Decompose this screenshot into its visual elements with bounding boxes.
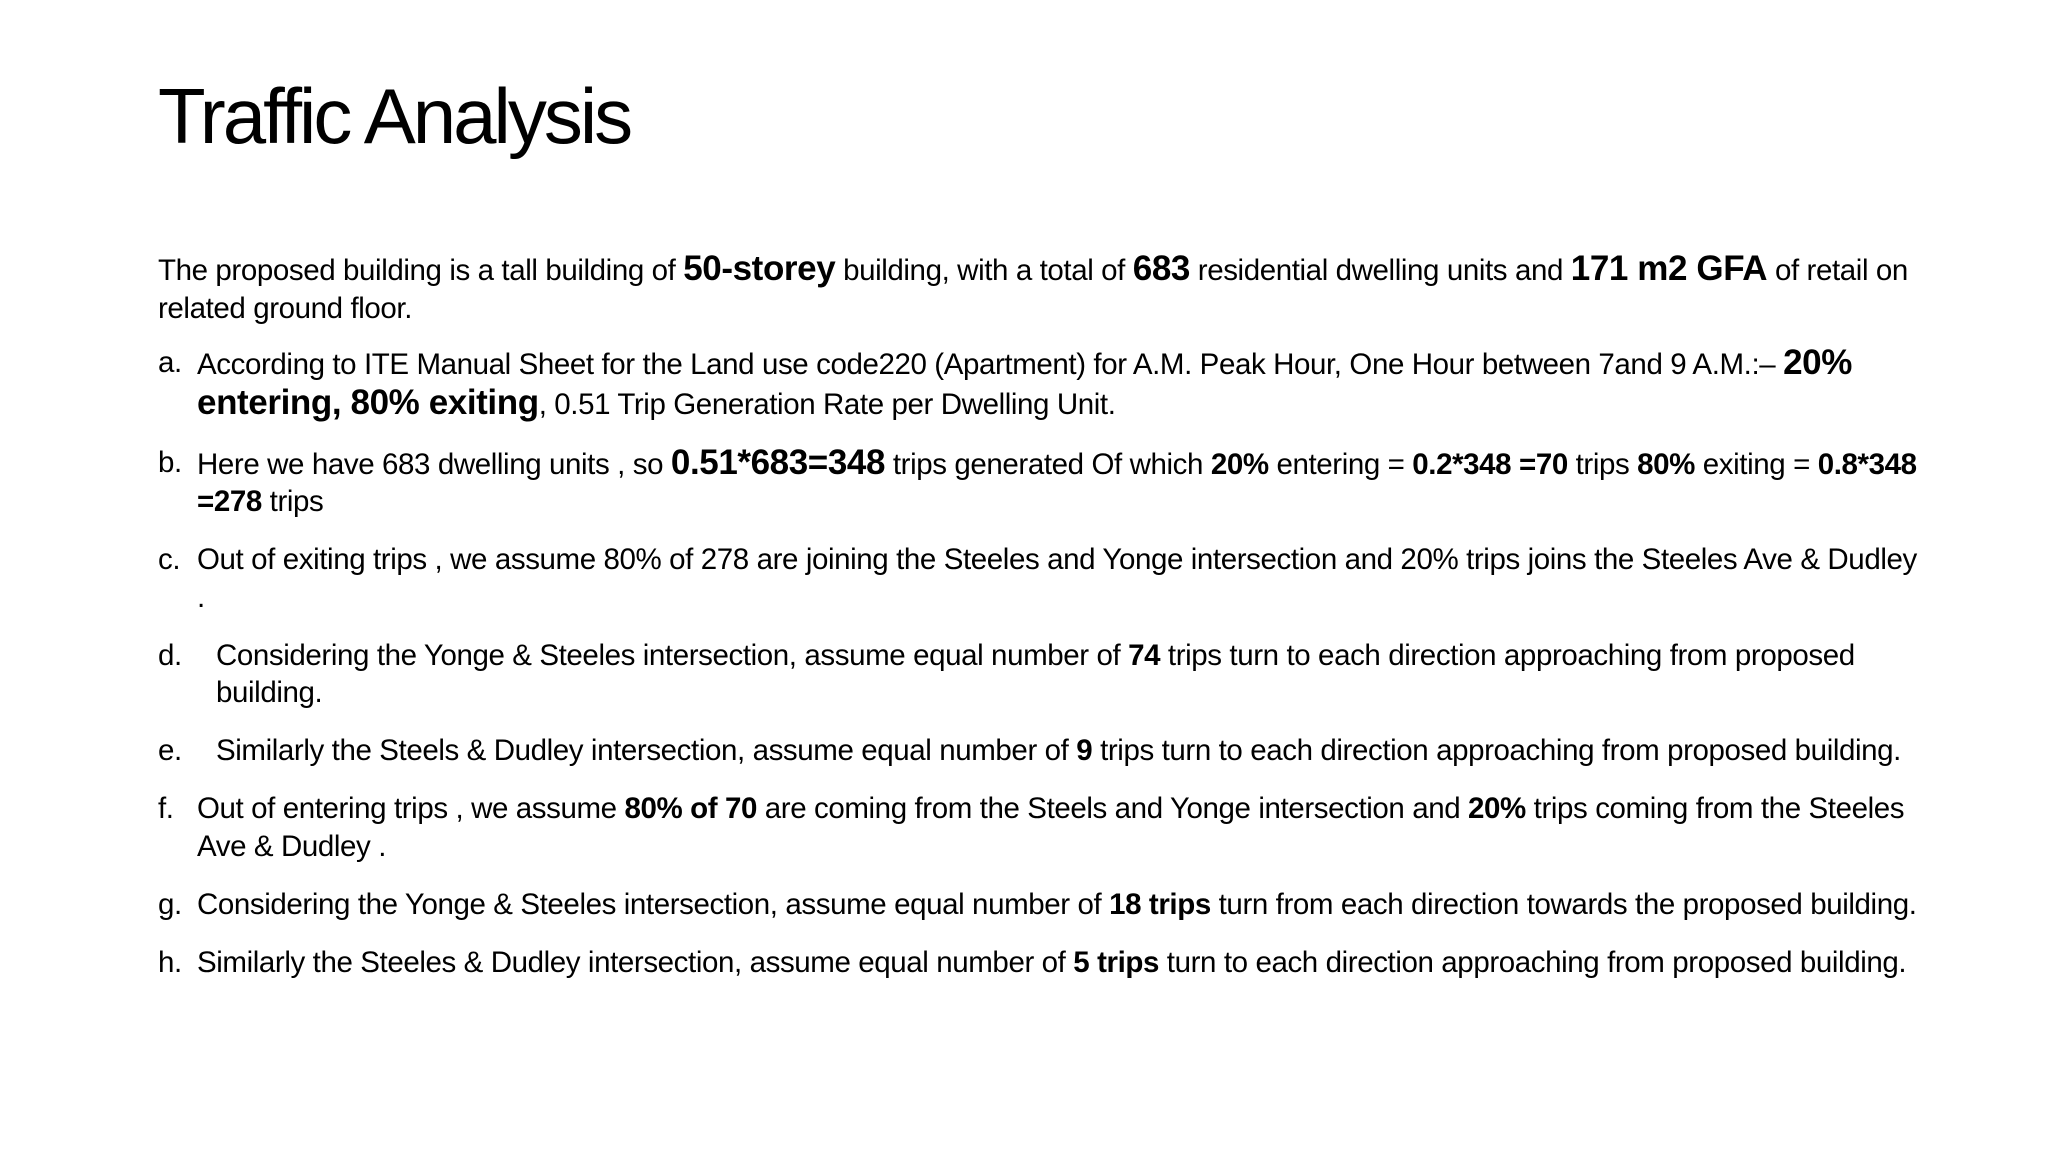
- text-segment: trips: [261, 485, 324, 518]
- list-item-text: [197, 344, 1918, 423]
- intro-segment: residential dwelling units and: [1189, 254, 1571, 287]
- text-segment: Out of entering trips , we assume: [197, 792, 625, 825]
- list-item-text: [216, 637, 1918, 712]
- analysis-list: [158, 344, 1918, 981]
- text-segment: 0.8*348 =278: [197, 447, 1917, 518]
- list-marker: e.: [158, 734, 182, 767]
- intro-segment: The proposed building is a tall building of: [158, 254, 684, 287]
- list-item-text: [197, 444, 1918, 521]
- intro-segment: of retail on related ground floor.: [158, 254, 1908, 325]
- text-segment: 80% of 70: [624, 792, 757, 825]
- text-segment: 20%: [1210, 447, 1269, 481]
- text-segment: entering =: [1268, 447, 1413, 481]
- text-segment: , 0.51 Trip Generation Rate per Dwelling Unit.: [538, 387, 1116, 421]
- text-segment: Considering the Yonge & Steeles intersection, assume equal number of: [197, 887, 1110, 921]
- text-segment: 0.2*348 =70: [1412, 447, 1568, 481]
- text-segment: Out of exiting trips , we assume 80% of 278 are joining the Steeles and Yonge intersection and 20% trips joins the Steeles Ave & Dudley .: [197, 543, 1917, 614]
- list-item: [158, 790, 1918, 865]
- text-segment: 18 trips: [1109, 887, 1211, 921]
- list-item: [158, 444, 1918, 521]
- text-segment: According to ITE Manual Sheet for the Land use code220 (Apartment) for A.M. Peak Hour, One Hour between 7and 9 A.M.:–: [197, 348, 1784, 381]
- text-segment: trips generated Of which: [885, 447, 1211, 481]
- text-segment: 80%: [1637, 447, 1695, 481]
- list-item-text: [197, 886, 1918, 924]
- text-segment: 5 trips: [1073, 945, 1160, 979]
- text-segment: 20% entering, 80% exiting: [197, 343, 1852, 422]
- list-item-text: [216, 732, 1918, 770]
- list-item: [158, 944, 1918, 982]
- intro-paragraph: [158, 250, 1918, 327]
- slide-title: Traffic Analysis: [158, 72, 631, 160]
- text-segment: exiting =: [1695, 447, 1818, 481]
- list-item-text: [197, 790, 1918, 865]
- text-segment: trips turn to each direction approaching from proposed building.: [216, 638, 1855, 709]
- text-segment: turn to each direction approaching from proposed building.: [1159, 945, 1907, 979]
- list-item-text: [197, 944, 1918, 982]
- text-segment: 74: [1128, 638, 1161, 672]
- list-item: [158, 886, 1918, 924]
- intro-segment: 683: [1132, 249, 1190, 288]
- list-marker: h.: [158, 945, 182, 979]
- intro-segment: 50-storey: [683, 249, 836, 288]
- list-item: [158, 732, 1918, 770]
- list-item-text: [197, 541, 1918, 616]
- list-item: [158, 344, 1918, 423]
- text-segment: trips turn to each direction approaching from proposed building.: [1092, 734, 1901, 767]
- text-segment: trips: [1567, 447, 1638, 481]
- list-marker: f.: [158, 792, 174, 825]
- intro-segment: 171 m2 GFA: [1570, 249, 1768, 288]
- list-marker: g.: [158, 887, 182, 921]
- list-item: [158, 541, 1918, 616]
- text-segment: 9: [1076, 734, 1093, 767]
- text-segment: 20%: [1468, 792, 1526, 825]
- text-segment: trips coming from the Steeles Ave & Dudley .: [197, 792, 1905, 863]
- text-segment: turn from each direction towards the proposed building.: [1210, 887, 1917, 921]
- text-segment: Similarly the Steeles & Dudley intersection, assume equal number of: [197, 945, 1074, 979]
- list-marker: d.: [158, 638, 182, 672]
- text-segment: 0.51*683=348: [670, 442, 886, 482]
- list-item: [158, 637, 1918, 712]
- list-marker: a.: [158, 346, 182, 379]
- intro-segment: building, with a total of: [835, 254, 1133, 287]
- text-segment: Similarly the Steels & Dudley intersection, assume equal number of: [216, 734, 1077, 767]
- slide-body: [158, 250, 1918, 1002]
- list-marker: b.: [158, 445, 182, 479]
- text-segment: are coming from the Steels and Yonge intersection and: [756, 792, 1469, 825]
- text-segment: Considering the Yonge & Steeles intersection, assume equal number of: [216, 638, 1129, 672]
- list-marker: c.: [158, 543, 181, 576]
- text-segment: Here we have 683 dwelling units , so: [197, 447, 671, 481]
